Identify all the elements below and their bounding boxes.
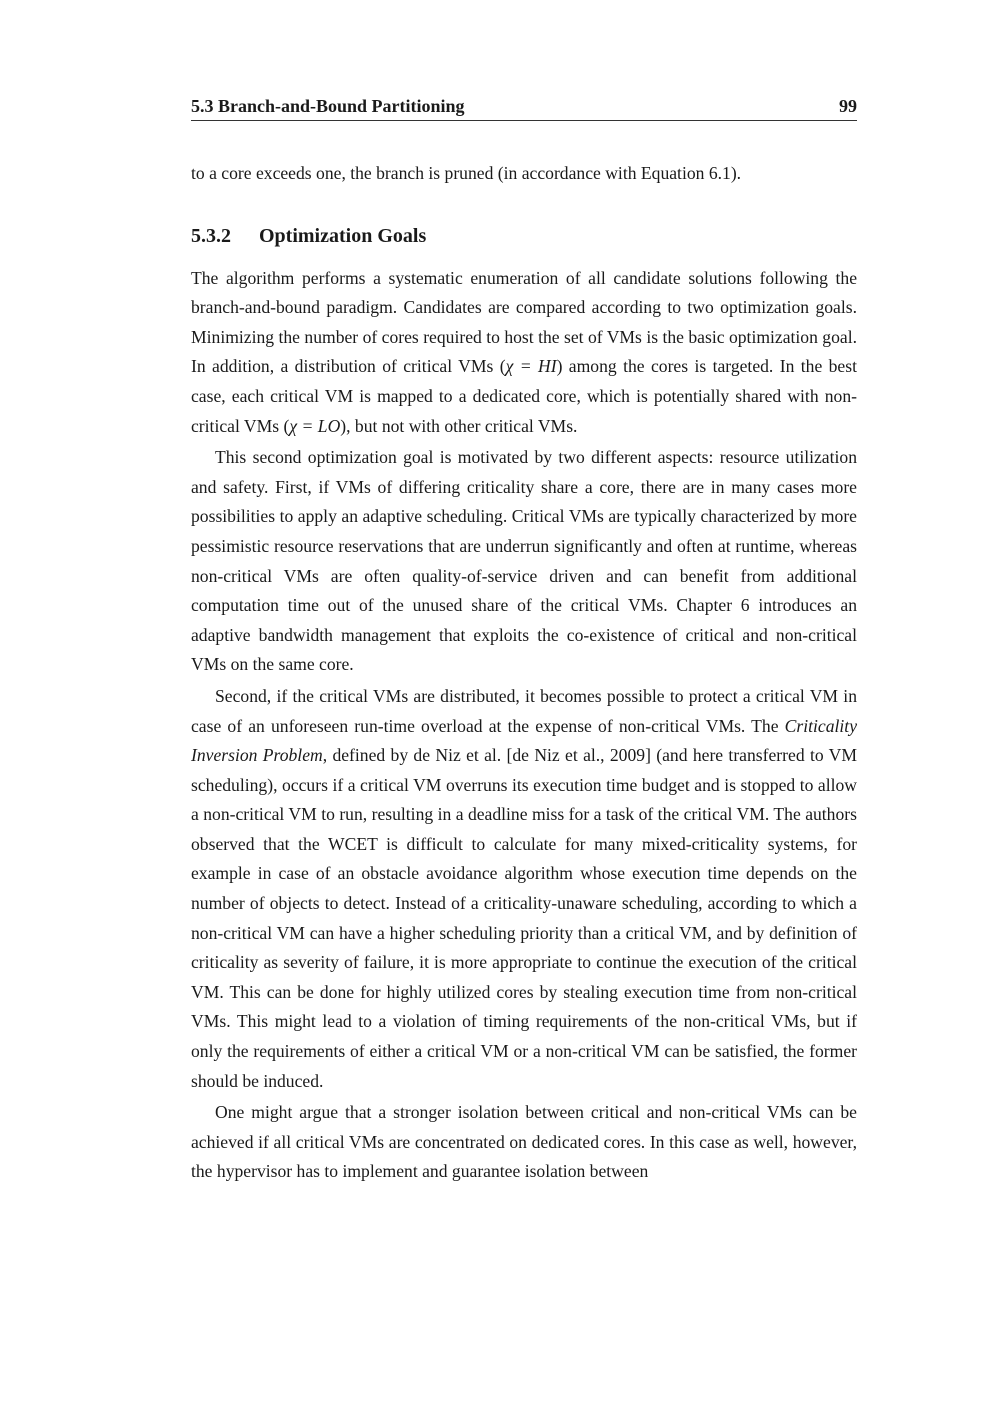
paragraph-1-part-a: The algorithm performs a systematic enumeration of all candidate solutions following the branch-and-bound paradigm. Candidates are compared according to two optimization goals. Minimizing the number of cores required to host the set of VMs is the basic optimization goal. In addition, a distribution of critical VMs ( bbox=[191, 267, 857, 377]
paragraph-3 bbox=[191, 682, 857, 1096]
page-number: 99 bbox=[839, 96, 857, 116]
math-chi-lo: χ = LO bbox=[289, 415, 341, 436]
paragraph-2: This second optimization goal is motivated by two different aspects: resource utilization and safety. First, if VMs of differing criticality share a core, there are in many cases more possibilities to apply an adaptive scheduling. Critical VMs are typically characterized by more pessimistic resource reservations that are underrun significantly and often at runtime, whereas non-critical VMs are often quality-of-service driven and can benefit from additional computation time out of the unused share of the critical VMs. Chapter 6 introduces an adaptive bandwidth management that exploits the co-existence of critical and non-critical VMs on the same core. bbox=[191, 447, 857, 675]
page bbox=[191, 96, 857, 1189]
section-title: Optimization Goals bbox=[259, 224, 427, 247]
paragraph-3-part-b: , defined by de Niz et al. [de Niz et al., 2009] (and here transferred to VM scheduling), occurs if a critical VM overruns its execution time budget and is stopped to allow a non-critical VM to run, resulting in a deadline miss for a task of the critical VM. The authors observed that the WCET is difficult to calculate for many mixed-criticality systems, for example in case of an obstacle avoidance algorithm whose execution time depends on the number of objects to detect. Instead of a criticality-unaware scheduling, according to which a non-critical VM can have a higher scheduling priority than a critical VM, and by definition of criticality as severity of failure, it is more appropriate to continue the execution of the critical VM. This can be done for highly utilized cores by stealing execution time from non-critical VMs. This might lead to a violation of timing requirements of the non-critical VMs, but if only the requirements of either a critical VM or a non-critical VM can be satisfied, the former should be induced. bbox=[191, 745, 857, 1091]
intro-line: to a core exceeds one, the branch is pruned (in accordance with Equation 6.1). bbox=[191, 163, 742, 183]
math-chi-hi: χ = HI bbox=[505, 356, 557, 377]
paragraph-1-part-c: ), but not with other critical VMs. bbox=[340, 415, 578, 436]
paragraph-4: One might argue that a stronger isolation between critical and non-critical VMs can be achieved if all critical VMs are concentrated on dedicated cores. In this case as well, however, the hypervisor has to implement and guarantee isolation between bbox=[191, 1102, 857, 1182]
paragraph-1 bbox=[191, 264, 857, 442]
paragraph-3-part-a: Second, if the critical VMs are distributed, it becomes possible to protect a critical VM in case of an unforeseen run-time overload at the expense of non-critical VMs. The bbox=[191, 685, 857, 736]
paragraph-1-part-b: ) among the cores is targeted. In the best case, each critical VM is mapped to a dedicated core, which is potentially shared with non-critical VMs ( bbox=[191, 356, 857, 436]
criticality-inversion-term: Criticality Inversion Problem bbox=[191, 715, 857, 766]
running-header bbox=[191, 96, 857, 121]
section-number: 5.3.2 bbox=[191, 224, 231, 247]
header-section-title: 5.3 Branch-and-Bound Partitioning bbox=[191, 96, 465, 116]
section-heading bbox=[191, 225, 857, 248]
